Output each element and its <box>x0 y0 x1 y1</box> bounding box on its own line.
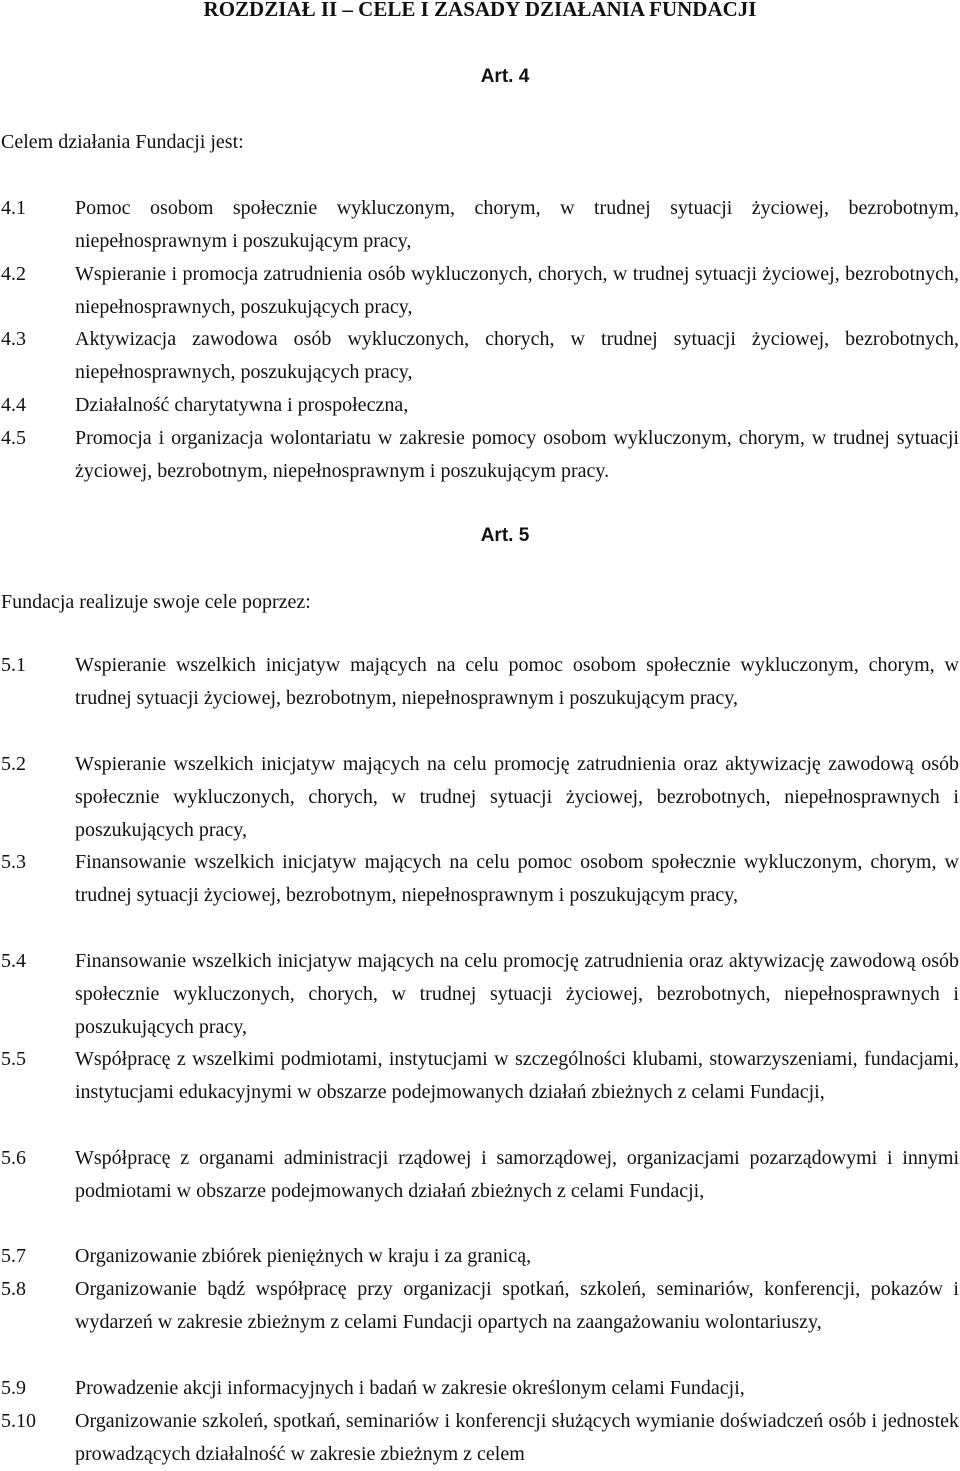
item-text: Organizowanie bądź współpracę przy organizacji spotkań, szkoleń, seminariów, konferencji, pokazów i wydarzeń w zakresie zbieżnym z celami Fundacji opartych na zaangażowaniu wolontariuszy, <box>75 1278 959 1333</box>
item-text: Wspieranie i promocja zatrudnienia osób wykluczonych, chorych, w trudnej sytuacji życiowej, bezrobotnych, niepełnosprawnych, poszukujących pracy, <box>75 263 959 318</box>
item-number: 4.1 <box>1 197 26 219</box>
item-text: Organizowanie szkoleń, spotkań, seminariów i konferencji służących wymianie doświadczeń osób i jednostek prowadzących działalność w zakresie zbieżnym z celem <box>75 1410 959 1465</box>
item-text: Wspieranie wszelkich inicjatyw mających na celu pomoc osobom społecznie wykluczonym, chorym, w trudnej sytuacji życiowej, bezrobotnym, niepełnosprawnym i poszukującym pracy, <box>75 654 959 709</box>
item-text: Wspieranie wszelkich inicjatyw mających na celu promocję zatrudnienia oraz aktywizację zawodową osób społecznie wykluczonych, chorych, w trudnej sytuacji życiowej, bezrobotnych, niepełnosprawnych i poszukujących pracy, <box>75 753 959 841</box>
item-number: 5.2 <box>1 753 26 775</box>
item-number: 5.3 <box>1 851 26 873</box>
item-number: 5.8 <box>1 1278 26 1300</box>
item-text: Finansowanie wszelkich inicjatyw mających na celu pomoc osobom społecznie wykluczonym, chorym, w trudnej sytuacji życiowej, bezrobotnym, niepełnosprawnym i poszukującym pracy, <box>75 851 959 906</box>
item-text: Promocja i organizacja wolontariatu w zakresie pomocy osobom wykluczonym, chorym, w trudnej sytuacji życiowej, bezrobotnym, niepełnosprawnym i poszukującym pracy. <box>75 427 959 482</box>
item-number: 5.9 <box>1 1377 26 1399</box>
item-number: 5.5 <box>1 1048 26 1070</box>
item-number: 4.3 <box>1 328 26 350</box>
item-number: 4.4 <box>1 394 26 416</box>
item-number: 5.6 <box>1 1147 26 1169</box>
article-4-intro: Celem działania Fundacji jest: <box>1 131 244 153</box>
item-number: 5.7 <box>1 1245 26 1267</box>
item-text: Organizowanie zbiórek pieniężnych w kraju i za granicą, <box>75 1245 532 1267</box>
item-text: Pomoc osobom społecznie wykluczonym, chorym, w trudnej sytuacji życiowej, bezrobotnym, niepełnosprawnym i poszukującym pracy, <box>75 197 959 252</box>
chapter-title: ROZDZIAŁ II – CELE I ZASADY DZIAŁANIA FUNDACJI <box>203 0 757 21</box>
item-text: Współpracę z wszelkimi podmiotami, instytucjami w szczególności klubami, stowarzyszeniami, fundacjami, instytucjami edukacyjnymi w obszarze podejmowanych działań zbieżnych z celami Fundacji, <box>75 1048 959 1103</box>
item-number: 4.2 <box>1 263 26 285</box>
item-text: Finansowanie wszelkich inicjatyw mających na celu promocję zatrudnienia oraz aktywizację zawodową osób społecznie wykluczonych, chorych, w trudnej sytuacji życiowej, bezrobotnych, niepełnosprawnych i poszukujących pracy, <box>75 950 959 1038</box>
item-number: 5.1 <box>1 654 26 676</box>
item-number: 4.5 <box>1 427 26 449</box>
item-text: Działalność charytatywna i prospołeczna, <box>75 394 409 416</box>
item-text: Aktywizacja zawodowa osób wykluczonych, chorych, w trudnej sytuacji życiowej, bezrobotnych, niepełnosprawnych, poszukujących pracy, <box>75 328 959 383</box>
item-text: Współpracę z organami administracji rządowej i samorządowej, organizacjami pozarządowymi i innymi podmiotami w obszarze podejmowanych działań zbieżnych z celami Fundacji, <box>75 1147 959 1202</box>
item-number: 5.10 <box>1 1410 36 1432</box>
item-text: Prowadzenie akcji informacyjnych i badań w zakresie określonym celami Fundacji, <box>75 1377 745 1399</box>
article-5-heading: Art. 5 <box>480 525 530 546</box>
article-4-heading: Art. 4 <box>480 66 530 87</box>
article-5-intro: Fundacja realizuje swoje cele poprzez: <box>1 591 311 613</box>
item-number: 5.4 <box>1 950 26 972</box>
